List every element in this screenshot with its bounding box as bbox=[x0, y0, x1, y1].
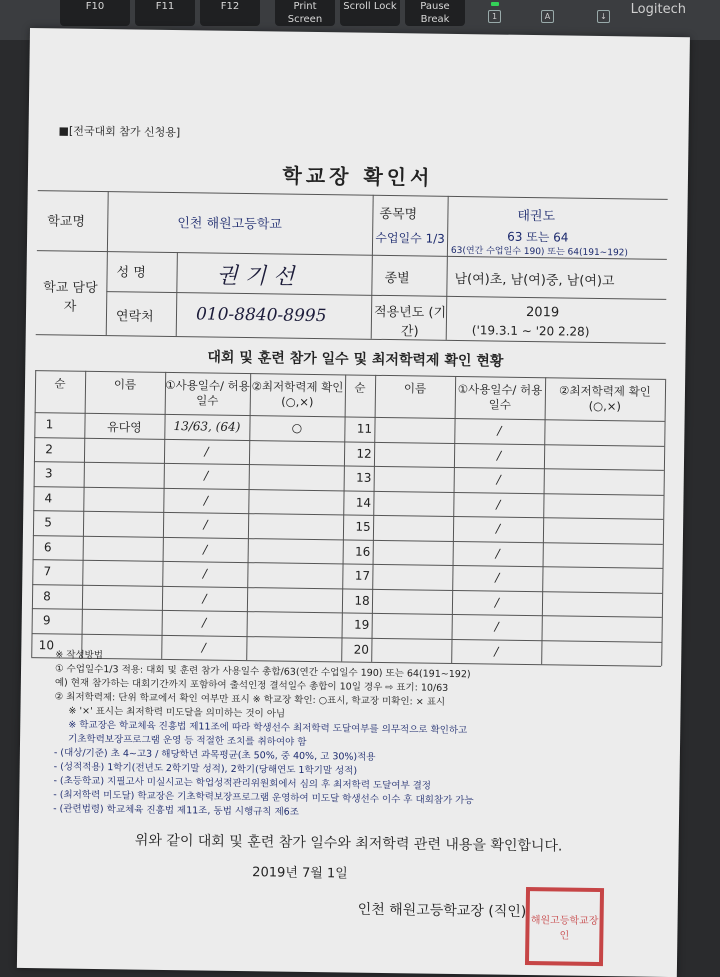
row-number: 4 bbox=[44, 490, 53, 505]
used-days: / bbox=[495, 521, 501, 536]
column-header: ②최저학력제 확인(○,×) bbox=[251, 379, 344, 409]
row-number: 15 bbox=[355, 519, 371, 534]
row-number: 18 bbox=[354, 593, 370, 608]
year-label: 적용년도 (기간) bbox=[373, 304, 447, 340]
row-number: 2 bbox=[45, 441, 54, 456]
min-academic-check bbox=[247, 567, 342, 568]
used-days: / bbox=[204, 468, 209, 483]
used-days: / bbox=[496, 497, 501, 512]
used-days: / bbox=[494, 595, 500, 610]
contact-label: 연락처 bbox=[115, 309, 154, 325]
instruction-line: ※ 작성방법 bbox=[55, 649, 104, 662]
instruction-line: ※ 학교장은 학교체육 진흥법 제11조에 따라 학생선수 최저학력 도달여부를 의무적으로 확인하고 bbox=[68, 719, 468, 737]
key-f11: F11 bbox=[135, 0, 195, 26]
instruction-line: - (최저학력 미도달) 학교장은 기초학력보장프로그램 운영하여 미도달 학생선수 이수 후 대회참가 가능 bbox=[53, 789, 474, 807]
column-header: ①사용일수/ 허용일수 bbox=[457, 382, 543, 412]
row-number: 13 bbox=[356, 470, 372, 485]
used-days: / bbox=[495, 570, 500, 585]
row-number: 1 bbox=[45, 417, 54, 432]
table-line bbox=[33, 510, 663, 520]
row-number: 8 bbox=[43, 588, 51, 603]
table-line bbox=[246, 373, 251, 660]
sport-label: 종목명 bbox=[379, 206, 418, 223]
used-days: / bbox=[202, 615, 207, 630]
row-number: 6 bbox=[43, 539, 52, 554]
instruction-line: - (관련법령) 학교체육 진흥법 제11조, 동법 시행규칙 제6조 bbox=[53, 803, 300, 818]
used-days: / bbox=[494, 644, 499, 659]
row-number: 10 bbox=[38, 637, 55, 652]
document-paper bbox=[17, 28, 690, 977]
class-days-note: 63(연간 수업일수 190) 또는 64(191~192) bbox=[450, 245, 629, 259]
instruction-line: - (초등학교) 지필고사 미실시교는 학업성적관리위원회에서 심의 후 최저학력 도달여부 결정 bbox=[53, 775, 432, 792]
athlete-name bbox=[84, 442, 164, 443]
table-line bbox=[446, 196, 449, 340]
instruction-line: 예) 현재 참가하는 대회기간까지 포함하여 출석인정 결석일수 총합이 10일 경우 ⇨ 표기: 10/63 bbox=[54, 677, 449, 694]
year-value: 2019 bbox=[525, 304, 560, 321]
instruction-line: ② 최저학력제: 단위 학교에서 확인 여부만 표시 ※ 학교장 확인: ○표시, 학교장 미확인: × 표시 bbox=[54, 691, 446, 708]
key-f12: F12 bbox=[200, 0, 260, 26]
official-seal: 해원고등학교장인 bbox=[525, 887, 604, 966]
used-days: 13/63, (64) bbox=[173, 419, 241, 434]
scroll-lock-icon: ↓ bbox=[597, 10, 610, 23]
instruction-line: ① 수업일수1/3 적용: 대회 및 훈련 참가 사용일수 총합/63(연간 수업일수 190) 또는 64(191~192) bbox=[54, 663, 471, 681]
row-number: 17 bbox=[354, 568, 371, 583]
used-days: / bbox=[203, 492, 209, 508]
used-days: / bbox=[202, 566, 208, 581]
row-number: 5 bbox=[44, 515, 53, 530]
contact-value: 010-8840-8995 bbox=[195, 304, 327, 327]
used-days: / bbox=[496, 472, 501, 487]
row-number: 11 bbox=[356, 421, 373, 436]
section-title: 대회 및 훈련 참가 일수 및 최저학력제 확인 현황 bbox=[207, 349, 504, 370]
row-number: 16 bbox=[354, 544, 371, 559]
form-tag: ■[전국대회 참가 신청용] bbox=[58, 124, 181, 140]
school-name: 인천 해원고등학교 bbox=[177, 216, 282, 233]
used-days: / bbox=[495, 546, 500, 561]
brand-logo: Logitech bbox=[630, 2, 686, 17]
used-days: / bbox=[497, 423, 502, 438]
school-label: 학교명 bbox=[47, 214, 86, 230]
table-line bbox=[32, 608, 662, 618]
table-line bbox=[541, 377, 546, 664]
column-header: 이름 bbox=[403, 381, 427, 396]
min-academic-check bbox=[249, 469, 344, 470]
instruction-line: - (대상/기준) 초 4~고3 / 해당학년 과목평균(초 50%, 중 40%, 고 30%)적용 bbox=[53, 747, 376, 763]
athlete-name bbox=[81, 638, 161, 639]
column-header: 이름 bbox=[113, 377, 137, 392]
used-days: / bbox=[204, 443, 209, 459]
min-academic-check bbox=[248, 518, 343, 519]
row-number: 20 bbox=[353, 642, 370, 657]
athlete-name bbox=[83, 565, 163, 566]
min-academic-check bbox=[247, 616, 342, 617]
table-line bbox=[176, 252, 178, 336]
principal-signature: 인천 해원고등학교장 (직인) bbox=[357, 901, 527, 921]
key-print-screen: Print Screen bbox=[275, 0, 335, 26]
instruction-line: ※ '×' 표시는 최저학력 미도달을 의미하는 것이 아님 bbox=[68, 705, 286, 720]
min-academic-check: ○ bbox=[291, 420, 303, 435]
teacher-label: 학교 담당자 bbox=[43, 280, 98, 315]
row-number: 3 bbox=[44, 466, 53, 481]
caps-lock-icon: A bbox=[541, 10, 554, 23]
instruction-line: 기초학력보장프로그램 운영 등 적절한 조치를 취하여야 함 bbox=[67, 733, 307, 748]
used-days: / bbox=[494, 619, 499, 634]
class-days-value: 63 또는 64 bbox=[507, 229, 569, 245]
row-number: 7 bbox=[43, 564, 52, 579]
year-period: ('19.3.1 ~ '20 2.28) bbox=[471, 323, 590, 339]
athlete-name bbox=[83, 516, 163, 517]
min-academic-check bbox=[249, 494, 344, 495]
instruction-line: - (성적적용) 1학기(전년도 2학기말 성적), 2학기(당해연도 1학기말 성적) bbox=[53, 761, 358, 777]
led-indicator bbox=[491, 2, 499, 6]
min-academic-check bbox=[249, 445, 344, 446]
key-f10: F10 bbox=[60, 0, 130, 26]
column-header: ②최저학력제 확인(○,×) bbox=[559, 383, 651, 414]
table-line bbox=[106, 291, 666, 300]
name-label: 성 명 bbox=[116, 265, 146, 281]
sport-value: 태권도 bbox=[517, 208, 556, 225]
row-number: 12 bbox=[356, 446, 372, 461]
class-days-label: 수업일수 1/3 bbox=[375, 230, 445, 246]
athlete-name bbox=[84, 491, 164, 492]
used-days: / bbox=[203, 517, 208, 532]
confirmation-text: 위와 같이 대회 및 훈련 참가 일수와 최저학력 관련 내용을 확인합니다. bbox=[134, 832, 563, 855]
athlete-name: 유다영 bbox=[106, 420, 142, 435]
min-academic-check bbox=[248, 543, 343, 544]
row-number: 9 bbox=[42, 613, 51, 628]
name-value: 권 기 선 bbox=[216, 263, 295, 290]
min-academic-check bbox=[247, 592, 342, 593]
key-scroll-lock: Scroll Lock bbox=[340, 0, 400, 26]
athlete-name bbox=[83, 540, 163, 541]
table-line bbox=[33, 535, 663, 545]
row-number: 19 bbox=[353, 617, 370, 632]
document-title: 학교장 확인서 bbox=[282, 163, 434, 190]
athlete-name bbox=[82, 614, 162, 615]
athlete-name bbox=[84, 467, 164, 468]
table-line bbox=[32, 584, 662, 594]
used-days: / bbox=[203, 541, 208, 557]
used-days: / bbox=[202, 590, 207, 606]
writing-instructions bbox=[53, 648, 655, 824]
gender-label: 종별 bbox=[384, 270, 410, 287]
table-line bbox=[33, 559, 663, 569]
gender-value: 남(여)초, 남(여)중, 남(여)고 bbox=[454, 271, 615, 290]
athlete-name bbox=[82, 589, 162, 590]
table-line bbox=[81, 371, 86, 658]
num-lock-icon: 1 bbox=[488, 10, 501, 23]
column-header: 순 bbox=[354, 380, 366, 395]
key-pause-break: Pause Break bbox=[405, 0, 465, 26]
column-header: 순 bbox=[54, 376, 66, 391]
min-academic-check bbox=[246, 641, 341, 642]
table-line bbox=[106, 191, 109, 335]
issue-date: 2019년 7월 1일 bbox=[252, 865, 348, 882]
table-line bbox=[661, 379, 666, 666]
table-line bbox=[34, 437, 664, 447]
table-line bbox=[32, 633, 662, 643]
table-line bbox=[34, 461, 664, 471]
used-days: / bbox=[496, 448, 502, 463]
row-number: 14 bbox=[355, 495, 372, 510]
column-header: ①사용일수/ 허용일수 bbox=[165, 377, 250, 408]
used-days: / bbox=[201, 639, 206, 655]
table-line bbox=[34, 486, 664, 496]
